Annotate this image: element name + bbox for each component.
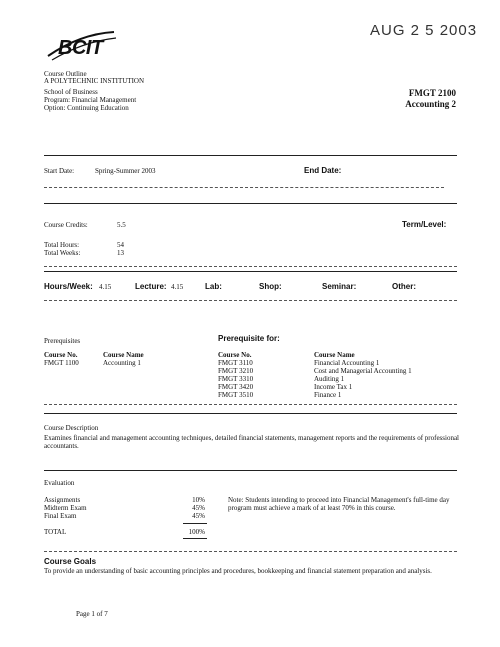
- eval-item-label: Assignments: [44, 496, 81, 504]
- dotted-line-2: [44, 266, 457, 267]
- eval-note: Note: Students intending to proceed into Financial Management's full-time day program must achieve a mark of at least 70% in this course.: [228, 496, 450, 512]
- prereq-for-col-name: Course Name: [314, 351, 355, 359]
- eval-item-value: 45%: [192, 512, 205, 520]
- prereq-for-name: Cost and Managerial Accounting 1: [314, 367, 412, 375]
- eval-total-underline: [183, 538, 207, 539]
- prereq-for-no: FMGT 3510: [218, 391, 254, 399]
- eval-item-label: Final Exam: [44, 512, 77, 520]
- dotted-line-3: [44, 300, 457, 301]
- dotted-line-4: [44, 404, 457, 405]
- divider-1: [44, 155, 457, 156]
- term-label: Term/Level:: [402, 220, 447, 229]
- goals-heading: Course Goals: [44, 557, 97, 566]
- description-text: Examines financial and management accounting techniques, detailed financial statements, management reports and the requirements of professional accountants.: [44, 434, 459, 450]
- eval-item-label: Midterm Exam: [44, 504, 87, 512]
- divider-5: [44, 470, 457, 471]
- prereq-for-col-no: Course No.: [218, 351, 252, 359]
- other-label: Other:: [392, 282, 416, 291]
- hours-value: 54: [117, 241, 124, 249]
- hours-label: Total Hours:: [44, 241, 80, 249]
- prereq-for-no: FMGT 3210: [218, 367, 254, 375]
- lab-label: Lab:: [205, 282, 222, 291]
- lecture-value: 4.15: [171, 283, 184, 291]
- prereq-for-no: FMGT 3310: [218, 375, 254, 383]
- course-code: FMGT 2100: [408, 88, 456, 98]
- tagline: A POLYTECHNIC INSTITUTION: [44, 77, 145, 85]
- dotted-line-5: [44, 551, 457, 552]
- divider-4: [44, 413, 457, 414]
- end-date-label: End Date:: [304, 166, 342, 175]
- credits-value: 5.5: [117, 221, 126, 229]
- prereq-for-no: FMGT 3420: [218, 383, 254, 391]
- prereq-row-no: FMGT 1100: [44, 359, 79, 367]
- school: School of Business: [44, 88, 98, 96]
- credits-label: Course Credits:: [44, 221, 88, 229]
- prereq-col-name: Course Name: [103, 351, 144, 359]
- logo-text: BCIT: [58, 37, 103, 59]
- option: Option: Continuing Education: [44, 104, 129, 112]
- prereq-for-heading: Prerequisite for:: [218, 334, 280, 343]
- prereq-for-name: Auditing 1: [314, 375, 345, 383]
- goals-text: To provide an understanding of basic accounting principles and procedures, bookkeeping and financial statement preparation and analysis.: [44, 567, 432, 575]
- eval-total-value: 100%: [188, 528, 205, 536]
- weeks-value: 13: [117, 249, 124, 257]
- eval-item-value: 45%: [192, 504, 205, 512]
- prereq-row-name: Accounting 1: [103, 359, 141, 367]
- eval-total-rule: [183, 523, 207, 524]
- dotted-line-1: [44, 187, 444, 188]
- shop-label: Shop:: [259, 282, 282, 291]
- program: Program: Financial Management: [44, 96, 137, 104]
- eval-total-label: TOTAL: [44, 528, 67, 536]
- weeks-label: Total Weeks:: [44, 249, 81, 257]
- hours-week-value: 4.15: [99, 283, 112, 291]
- prereq-col-no: Course No.: [44, 351, 78, 359]
- prereq-for-no: FMGT 3110: [218, 359, 253, 367]
- hours-week-label: Hours/Week:: [44, 282, 93, 291]
- prereq-for-name: Financial Accounting 1: [314, 359, 380, 367]
- doc-type: Course Outline: [44, 70, 87, 78]
- prereq-for-name: Income Tax 1: [314, 383, 353, 391]
- divider-2: [44, 203, 457, 204]
- prereq-for-name: Finance 1: [314, 391, 342, 399]
- description-heading: Course Description: [44, 424, 99, 432]
- course-title: Accounting 2: [405, 99, 456, 109]
- start-date-label: Start Date:: [44, 167, 75, 175]
- seminar-label: Seminar:: [322, 282, 357, 291]
- evaluation-heading: Evaluation: [44, 479, 75, 487]
- lecture-label: Lecture:: [135, 282, 167, 291]
- bcit-logo: [44, 24, 118, 68]
- page-number: Page 1 of 7: [76, 610, 108, 618]
- start-date-value: Spring-Summer 2003: [95, 167, 156, 175]
- prereq-heading: Prerequisites: [44, 337, 81, 345]
- date-stamp: AUG 2 5 2003: [370, 22, 478, 39]
- eval-item-value: 10%: [192, 496, 205, 504]
- divider-3: [44, 271, 457, 272]
